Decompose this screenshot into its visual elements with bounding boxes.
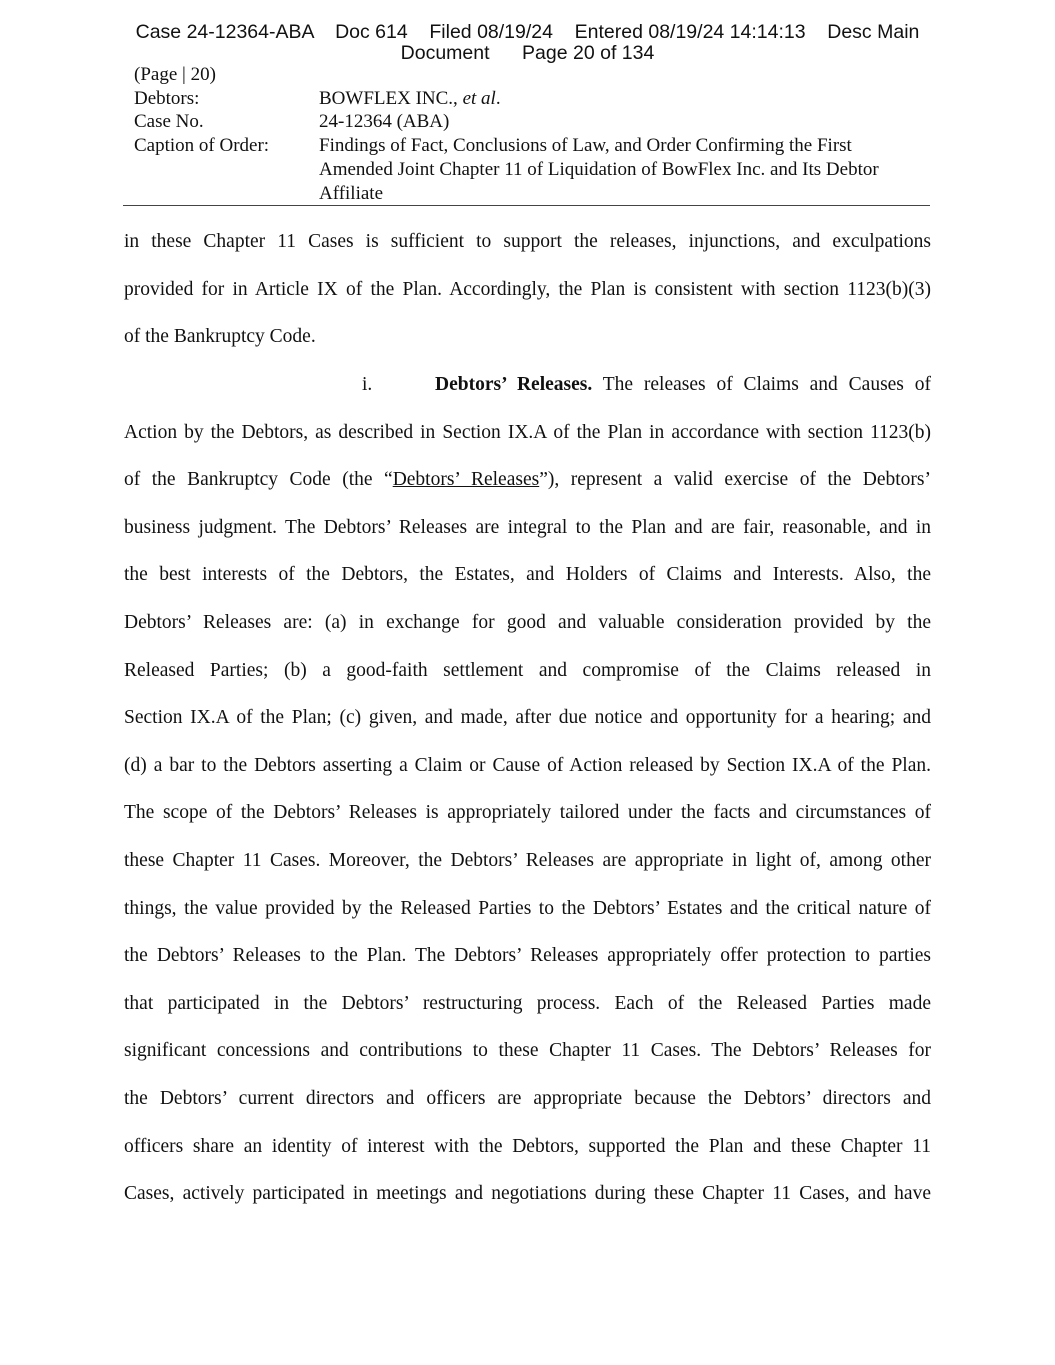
text-line: Debtors’ Releases are: (a) in exchange for good and valuable consideration provided by the	[124, 611, 931, 633]
text-line: Section IX.A of the Plan; (c) given, and made, after due notice and opportunity for a hearing; and	[124, 707, 931, 729]
text-line: things, the value provided by the Released Parties to the Debtors’ Estates and the critical nature of	[124, 897, 931, 919]
debtors-name: BOWFLEX INC.,	[319, 87, 458, 109]
text-line: of the Bankruptcy Code.	[124, 326, 316, 348]
caption-order-label: Caption of Order:	[134, 135, 270, 157]
text-line: the Debtors’ current directors and officers are appropriate because the Debtors’ directors and	[124, 1087, 931, 1109]
caption-case-label: Case No.	[134, 111, 204, 133]
paragraph-number: i.	[362, 374, 373, 395]
text-line: that participated in the Debtors’ restructuring process. Each of the Released Parties made	[124, 992, 931, 1014]
caption-divider	[123, 205, 930, 206]
text-line: officers share an identity of interest with the Debtors, supported the Plan and these Chapter 11	[124, 1135, 931, 1157]
paragraph-continued	[124, 218, 931, 361]
paragraph-first-line	[124, 361, 931, 409]
text-line: Cases, actively participated in meetings and negotiations during these Chapter 11 Cases, and have	[124, 1183, 931, 1205]
caption-order-line: Affiliate	[319, 182, 384, 204]
text-line: the Debtors’ Releases to the Plan. The Debtors’ Releases appropriately offer protection to parties	[124, 945, 931, 967]
text-line: significant concessions and contributions to these Chapter 11 Cases. The Debtors’ Releases for	[124, 1040, 931, 1062]
caption-debtors-row	[134, 87, 930, 111]
text-line-defined-term	[124, 456, 931, 504]
paragraph-lead	[435, 361, 931, 409]
text-fragment: ”), represent a valid exercise of the Debtors’	[539, 469, 931, 491]
text-line: in these Chapter 11 Cases is sufficient to support the releases, injunctions, and exculpations	[124, 231, 931, 252]
caption-debtors-label: Debtors:	[134, 87, 200, 109]
text-line: Action by the Debtors, as described in Section IX.A of the Plan in accordance with section 1123(b)	[124, 421, 931, 443]
defined-term: Debtors’ Releases	[392, 469, 540, 491]
text-line: The scope of the Debtors’ Releases is appropriately tailored under the facts and circumstances of	[124, 802, 931, 824]
caption-order-line: Findings of Fact, Conclusions of Law, and Order Confirming the First	[319, 135, 852, 157]
caption-order-value	[319, 134, 930, 205]
caption-debtors-value	[319, 87, 930, 111]
court-filing-stamp-line1: Case 24-12364-ABA Doc 614 Filed 08/19/24 Entered 08/19/24 14:14:13 Desc Main	[135, 21, 920, 43]
caption-page-ref: (Page | 20)	[134, 64, 216, 85]
text-line: Released Parties; (b) a good-faith settlement and compromise of the Claims released in	[124, 659, 931, 681]
court-filing-stamp-line2: Document Page 20 of 134	[400, 42, 655, 64]
text-line: these Chapter 11 Cases. Moreover, the Debtors’ Releases are appropriate in light of, among other	[124, 849, 931, 871]
order-caption	[134, 63, 930, 205]
debtors-period: .	[495, 87, 501, 109]
caption-order-line: Amended Joint Chapter 11 of Liquidation of BowFlex Inc. and Its Debtor	[319, 158, 879, 180]
caption-case-value: 24-12364 (ABA)	[319, 111, 450, 133]
caption-order-row	[134, 134, 930, 205]
paragraph-debtors-releases	[124, 361, 931, 1218]
text-line: provided for in Article IX of the Plan. Accordingly, the Plan is consistent with section 1123(b)(3)	[124, 278, 931, 300]
text-line: (d) a bar to the Debtors asserting a Claim or Cause of Action released by Section IX.A of the Plan.	[124, 754, 931, 776]
text-fragment: of the Bankruptcy Code (the “	[124, 469, 393, 491]
debtors-et-al: et al	[462, 87, 496, 109]
caption-page-ref-row	[134, 63, 930, 87]
text-line: business judgment. The Debtors’ Releases are integral to the Plan and are fair, reasonable, and in	[124, 516, 931, 538]
text-fragment: The releases of Claims and Causes of	[592, 374, 931, 395]
section-heading: Debtors’ Releases.	[435, 374, 593, 395]
caption-case-row	[134, 110, 930, 134]
text-line: the best interests of the Debtors, the Estates, and Holders of Claims and Interests. Also, the	[124, 564, 931, 586]
